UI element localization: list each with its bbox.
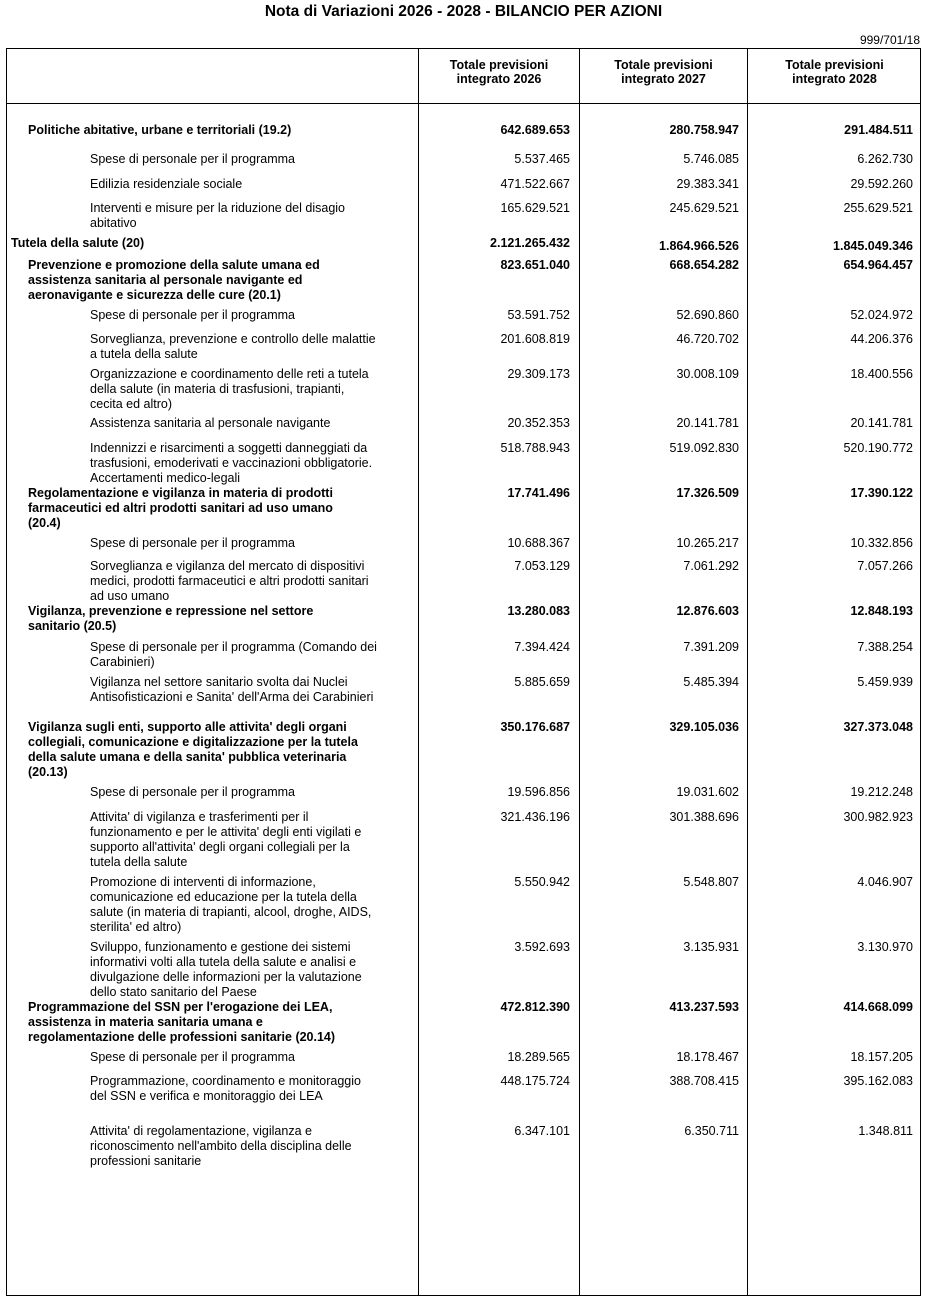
- row-label: Vigilanza sugli enti, supporto alle attivita' degli organi collegiali, comunicazione e digitalizzazione per la tutela della salute umana e della sanita' pubblica veterinaria (20.13): [28, 720, 358, 779]
- value-2026: 18.289.565: [507, 1050, 570, 1064]
- value-2026: 20.352.353: [507, 416, 570, 430]
- row-label: Prevenzione e promozione della salute umana ed assistenza sanitaria al personale navigante ed aeronavigante e sicurezza delle cure (20.1): [28, 258, 320, 302]
- value-2028: 327.373.048: [843, 720, 913, 734]
- value-2026: 823.651.040: [500, 258, 570, 272]
- value-2028: 7.057.266: [857, 559, 913, 573]
- value-2026: 29.309.173: [507, 367, 570, 381]
- row-label: Tutela della salute (20): [11, 236, 145, 250]
- row-label: Regolamentazione e vigilanza in materia di prodotti farmaceutici ed altri prodotti sanitari ad uso umano (20.4): [28, 486, 333, 530]
- value-2027: 19.031.602: [676, 785, 739, 799]
- value-2028: 520.190.772: [843, 441, 913, 455]
- value-2027: 6.350.711: [684, 1124, 739, 1138]
- value-2026: 5.537.465: [514, 152, 570, 166]
- value-2028: 255.629.521: [843, 201, 913, 215]
- value-2027: 29.383.341: [676, 177, 739, 191]
- value-2026: 7.394.424: [514, 640, 570, 654]
- value-2026: 472.812.390: [500, 1000, 570, 1014]
- value-2028: 300.982.923: [843, 810, 913, 824]
- row-label: Spese di personale per il programma: [90, 785, 295, 799]
- value-2028: 414.668.099: [843, 1000, 913, 1014]
- value-2028: 395.162.083: [843, 1074, 913, 1088]
- value-2027: 7.061.292: [683, 559, 739, 573]
- value-2027: 519.092.830: [669, 441, 739, 455]
- value-2027: 388.708.415: [669, 1074, 739, 1088]
- value-2028: 291.484.511: [844, 123, 913, 137]
- value-2027: 668.654.282: [669, 258, 739, 272]
- row-label: Attivita' di vigilanza e trasferimenti per il funzionamento e per le attivita' degli enti vigilati e supporto all'attivita' degli organi collegiali per la tutela della salute: [90, 810, 362, 869]
- value-2027: 20.141.781: [676, 416, 739, 430]
- row-label: Sorveglianza e vigilanza del mercato di dispositivi medici, prodotti farmaceutici e altri prodotti sanitari ad uso umano: [90, 559, 369, 603]
- row-label: Spese di personale per il programma: [90, 308, 295, 322]
- value-2027: 7.391.209: [683, 640, 739, 654]
- value-2026: 5.550.942: [514, 875, 570, 889]
- value-2028: 12.848.193: [850, 604, 913, 618]
- row-label: Programmazione del SSN per l'erogazione dei LEA, assistenza in materia sanitaria umana e regolamentazione delle professioni sanitarie (20.14): [28, 1000, 336, 1044]
- value-2026: 3.592.693: [514, 940, 570, 954]
- value-2026: 471.522.667: [500, 177, 570, 191]
- row-label: Spese di personale per il programma: [90, 536, 295, 550]
- row-label: Interventi e misure per la riduzione del disagio abitativo: [90, 201, 345, 230]
- value-2026: 201.608.819: [500, 332, 570, 346]
- page-title: Nota di Variazioni 2026 - 2028 - BILANCIO PER AZIONI: [264, 3, 663, 20]
- value-2028: 17.390.122: [850, 486, 913, 500]
- value-2027: 17.326.509: [676, 486, 739, 500]
- header-divider: [6, 103, 921, 104]
- value-2028: 29.592.260: [850, 177, 913, 191]
- value-2028: 4.046.907: [857, 875, 913, 889]
- value-2027: 18.178.467: [676, 1050, 739, 1064]
- value-2028: 20.141.781: [850, 416, 913, 430]
- value-2027: 3.135.931: [683, 940, 739, 954]
- column-divider: [579, 48, 580, 1296]
- row-label: Attivita' di regolamentazione, vigilanza e riconoscimento nell'ambito della disciplina delle professioni sanitarie: [90, 1124, 352, 1168]
- row-label: Politiche abitative, urbane e territoriali (19.2): [28, 123, 292, 137]
- row-label: Programmazione, coordinamento e monitoraggio del SSN e verifica e monitoraggio dei LEA: [90, 1074, 361, 1103]
- value-2027: 5.746.085: [683, 152, 739, 166]
- value-2026: 17.741.496: [507, 486, 570, 500]
- value-2028: 18.400.556: [850, 367, 913, 381]
- value-2026: 642.689.653: [500, 123, 570, 137]
- value-2026: 2.121.265.432: [490, 236, 570, 250]
- value-2027: 5.548.807: [683, 875, 739, 889]
- row-label: Spese di personale per il programma: [90, 1050, 295, 1064]
- value-2026: 7.053.129: [514, 559, 570, 573]
- column-header-2027: Totale previsioni integrato 2027: [614, 58, 713, 86]
- value-2028: 1.845.049.346: [833, 239, 913, 253]
- row-label: Sorveglianza, prevenzione e controllo delle malattie a tutela della salute: [90, 332, 376, 361]
- value-2026: 6.347.101: [514, 1124, 570, 1138]
- row-label: Spese di personale per il programma: [90, 152, 295, 166]
- column-divider: [418, 48, 419, 1296]
- value-2028: 52.024.972: [850, 308, 913, 322]
- value-2026: 19.596.856: [507, 785, 570, 799]
- value-2027: 30.008.109: [676, 367, 739, 381]
- value-2027: 5.485.394: [683, 675, 739, 689]
- value-2026: 350.176.687: [500, 720, 570, 734]
- value-2027: 280.758.947: [669, 123, 739, 137]
- column-divider: [747, 48, 748, 1296]
- row-label: Edilizia residenziale sociale: [90, 177, 243, 191]
- value-2027: 46.720.702: [676, 332, 739, 346]
- value-2026: 10.688.367: [507, 536, 570, 550]
- column-header-2028: Totale previsioni integrato 2028: [785, 58, 884, 86]
- row-label: Vigilanza, prevenzione e repressione nel settore sanitario (20.5): [28, 604, 314, 633]
- row-label: Sviluppo, funzionamento e gestione dei sistemi informativi volti alla tutela della salute e analisi e divulgazione delle informazioni per la valutazione dello stato sanitario del Paese: [90, 940, 362, 999]
- value-2028: 19.212.248: [850, 785, 913, 799]
- row-label: Spese di personale per il programma (Comando dei Carabinieri): [90, 640, 377, 669]
- value-2026: 165.629.521: [500, 201, 570, 215]
- row-label: Promozione di interventi di informazione, comunicazione ed educazione per la tutela della salute (in materia di trapianti, alcool, droghe, AIDS, sterilita' ed altro): [90, 875, 372, 934]
- value-2027: 52.690.860: [676, 308, 739, 322]
- value-2026: 5.885.659: [514, 675, 570, 689]
- value-2028: 1.348.811: [858, 1124, 913, 1138]
- value-2027: 329.105.036: [669, 720, 739, 734]
- row-label: Indennizzi e risarcimenti a soggetti danneggiati da trasfusioni, emoderivati e vaccinazioni obbligatorie. Accertamenti medico-legali: [90, 441, 373, 485]
- row-label: Assistenza sanitaria al personale navigante: [90, 416, 331, 430]
- value-2026: 518.788.943: [500, 441, 570, 455]
- value-2027: 1.864.966.526: [659, 239, 739, 253]
- value-2028: 3.130.970: [857, 940, 913, 954]
- column-header-2026: Totale previsioni integrato 2026: [449, 58, 549, 86]
- value-2027: 413.237.593: [669, 1000, 739, 1014]
- value-2027: 245.629.521: [669, 201, 739, 215]
- value-2028: 654.964.457: [843, 258, 913, 272]
- value-2028: 44.206.376: [850, 332, 913, 346]
- row-label: Organizzazione e coordinamento delle reti a tutela della salute (in materia di trasfusioni, trapianti, cecita ed altro): [90, 367, 369, 411]
- value-2028: 18.157.205: [850, 1050, 913, 1064]
- value-2026: 53.591.752: [507, 308, 570, 322]
- value-2026: 13.280.083: [507, 604, 570, 618]
- value-2027: 10.265.217: [676, 536, 739, 550]
- value-2026: 448.175.724: [500, 1074, 570, 1088]
- value-2028: 6.262.730: [857, 152, 913, 166]
- row-label: Vigilanza nel settore sanitario svolta dai Nuclei Antisofisticazioni e Sanita' dell'Arma dei Carabinieri: [90, 675, 374, 704]
- value-2028: 10.332.856: [850, 536, 913, 550]
- value-2026: 321.436.196: [500, 810, 570, 824]
- document-reference: 999/701/18: [859, 33, 920, 47]
- value-2028: 5.459.939: [857, 675, 913, 689]
- value-2027: 12.876.603: [676, 604, 739, 618]
- value-2028: 7.388.254: [857, 640, 913, 654]
- value-2027: 301.388.696: [669, 810, 739, 824]
